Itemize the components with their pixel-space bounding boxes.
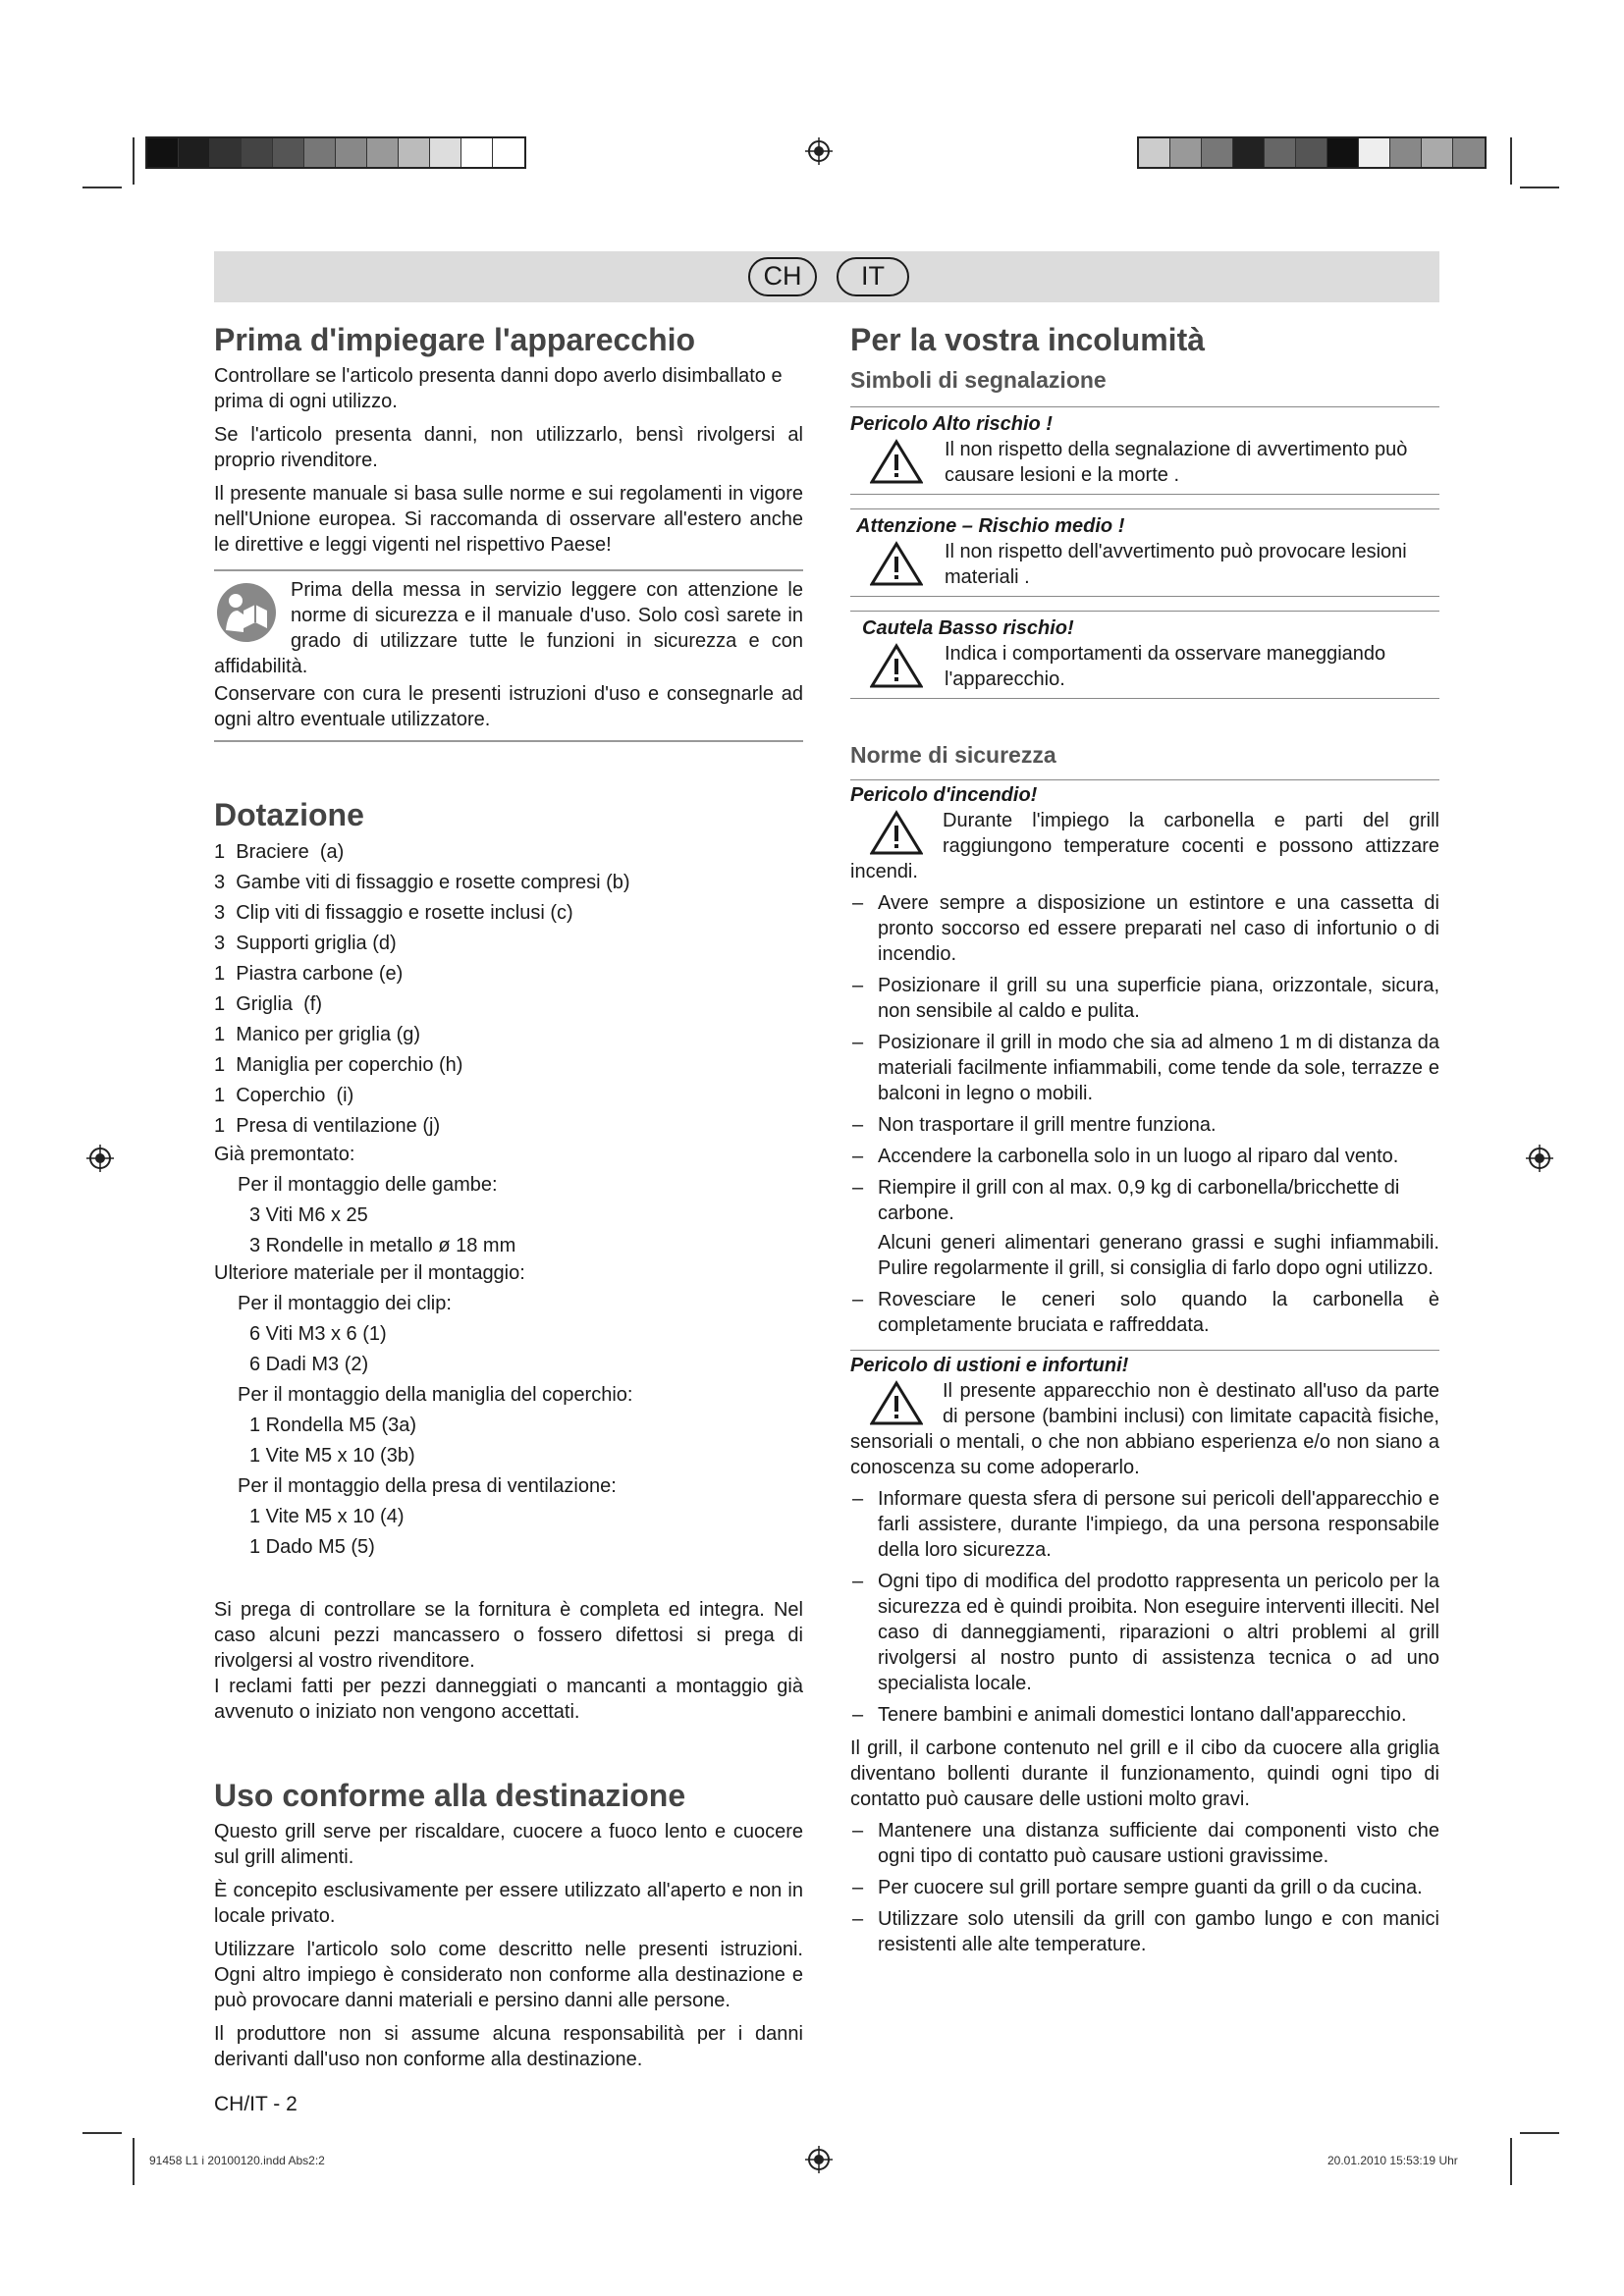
warning-title: Cautela Basso rischio! — [862, 617, 1074, 639]
warning-box-low — [850, 611, 1439, 699]
warning-title: Pericolo Alto rischio ! — [850, 413, 1053, 435]
left-column — [214, 320, 803, 2117]
warning-triangle-icon — [870, 439, 923, 484]
paragraph: I reclami fatti per pezzi danneggiati o mancanti a montaggio già avvenuto o iniziato non vengono accettati. — [214, 1676, 803, 1723]
note-text: Prima della messa in servizio leggere con attenzione le norme di sicurezza e il manuale d'uso. Solo così sarete in grado di utilizzare tutte le funzioni in sicurezza e con affidabilità. — [214, 579, 803, 677]
list-item: 1 Coperchio (i) — [214, 1085, 354, 1106]
list-item: 1 Dado M5 (5) — [249, 1536, 375, 1558]
section-title-uso: Uso conforme alla destinazione — [214, 1778, 686, 1813]
list-item: – Ogni tipo di modifica del prodotto rappresenta un pericolo per la sicurezza ed è quindi proibita. Non eseguire interventi illeciti. Nel caso di danneggiamenti, riparazioni o altri problemi al grill rivolgersi al nostro punto di assistenza tecnica o ad uno specialista locale. — [850, 1569, 1439, 1696]
read-manual-icon — [214, 581, 279, 644]
ustioni-list — [850, 1486, 1439, 1728]
list-item: 1 Braciere (a) — [214, 841, 345, 863]
sub-heading: Per il montaggio delle gambe: — [238, 1174, 498, 1196]
list-item: – Riempire il grill con al max. 0,9 kg di carbonella/bricchette di carbone. — [850, 1175, 1439, 1226]
hazard-intro: Durante l'impiego la carbonella e parti del grill raggiungono temperature cocenti e possono attizzare incendi. — [850, 810, 1439, 882]
paragraph: Il produttore non si assume alcuna responsabilità per i danni derivanti dall'uso non conforme alla destinazione. — [214, 2023, 803, 2070]
paragraph: Il presente manuale si basa sulle norme e sui regolamenti in vigore nell'Unione europea. Si raccomanda di osservare all'estero anche le direttive e leggi vigenti nel rispettivo Paese! — [214, 483, 803, 556]
registration-mark-icon — [805, 2146, 833, 2173]
note-text: Conservare con cura le presenti istruzioni d'uso e consegnarle ad ogni altro eventuale utilizzatore. — [214, 683, 803, 730]
warning-box-high — [850, 406, 1439, 495]
footer-file-info: 91458 L1 i 20100120.indd Abs2:2 — [149, 2154, 325, 2167]
list-item: 3 Clip viti di fissaggio e rosette inclusi (c) — [214, 902, 573, 924]
read-instructions-note — [214, 569, 803, 740]
warning-triangle-icon — [870, 541, 923, 586]
incendio-block — [850, 779, 1439, 1338]
ustioni-list-2 — [850, 1818, 1439, 1957]
sub-heading: Per il montaggio dei clip: — [238, 1293, 452, 1314]
hazard-intro: Il presente apparecchio non è destinato all'uso da parte di persone (bambini inclusi) con limitate capacità fisiche, sensoriali o mentali, o che non abbiano esperienza e/o non siano a conoscenza su come adoperarlo. — [850, 1380, 1439, 1478]
paragraph: Si prega di controllare se la fornitura è completa ed integra. Nel caso alcuni pezzi mancassero o fossero difettosi si prega di rivolgersi al vostro rivenditore. — [214, 1599, 803, 1672]
list-item: – Mantenere una distanza sufficiente dai componenti visto che ogni tipo di contatto può causare ustioni gravissime. — [850, 1818, 1439, 1869]
crop-mark — [1520, 187, 1559, 188]
list-item: – Utilizzare solo utensili da grill con gambo lungo e con manici resistenti alle alte temperature. — [850, 1906, 1439, 1957]
hazard-title: Pericolo d'incendio! — [850, 784, 1038, 806]
list-item: – Accendere la carbonella solo in un luogo al riparo dal vento. — [850, 1144, 1439, 1169]
warning-text: Il non rispetto della segnalazione di avvertimento può causare lesioni e la morte . — [945, 439, 1408, 486]
section-title-incolumita: Per la vostra incolumità — [850, 322, 1206, 357]
crop-mark — [1510, 137, 1512, 185]
list-item: 1 Vite M5 x 10 (4) — [249, 1506, 405, 1527]
list-item: 3 Viti M6 x 25 — [249, 1204, 368, 1226]
section-title-dotazione: Dotazione — [214, 797, 364, 832]
list-item: – Per cuocere sul grill portare sempre guanti da grill o da cucina. — [850, 1875, 1439, 1900]
paragraph: Se l'articolo presenta danni, non utilizzarlo, bensì rivolgersi al proprio rivenditore. — [214, 424, 803, 471]
paragraph: Il grill, il carbone contenuto nel grill e il cibo da cuocere alla griglia diventano bollenti durante il funzionamento, quindi ogni tipo di contatto può causare delle ustioni molto gravi. — [850, 1737, 1439, 1810]
incendio-list-end — [850, 1287, 1439, 1338]
crop-mark — [133, 137, 135, 185]
premontato-label: Già premontato: — [214, 1144, 355, 1165]
list-item: 1 Rondella M5 (3a) — [249, 1415, 417, 1436]
language-badge-it: IT — [837, 257, 909, 296]
warning-triangle-icon — [870, 643, 923, 688]
crop-mark — [1520, 2132, 1559, 2134]
ulteriore-label: Ulteriore materiale per il montaggio: — [214, 1262, 525, 1284]
crop-mark — [1510, 2138, 1512, 2185]
list-item: 3 Supporti griglia (d) — [214, 933, 397, 954]
dotazione-list — [214, 839, 803, 1139]
crop-mark — [133, 2138, 135, 2185]
list-item: 3 Rondelle in metallo ø 18 mm — [249, 1235, 516, 1256]
paragraph: Utilizzare l'articolo solo come descritto nelle presenti istruzioni. Ogni altro impiego è considerato non conforme alla destinazione e può provocare danni materiali e persino danni alle persone. — [214, 1939, 803, 2011]
color-bar-right — [1137, 136, 1487, 169]
list-item: – Non trasportare il grill mentre funziona. — [850, 1112, 1439, 1138]
list-item: – Avere sempre a disposizione un estintore e una cassetta di pronto soccorso ed essere preparati nel caso di infortunio o di incendio. — [850, 890, 1439, 967]
list-item: – Tenere bambini e animali domestici lontano dall'apparecchio. — [850, 1702, 1439, 1728]
list-item: 1 Griglia (f) — [214, 993, 323, 1015]
subsection-title-simboli: Simboli di segnalazione — [850, 367, 1107, 393]
list-item: 1 Presa di ventilazione (j) — [214, 1115, 441, 1137]
list-item: – Informare questa sfera di persone sui pericoli dell'apparecchio e farli assistere, durante l'impiego, da una persona responsabile della loro sicurezza. — [850, 1486, 1439, 1563]
crop-mark — [82, 2132, 122, 2134]
warning-triangle-icon — [870, 1380, 923, 1425]
crop-mark — [82, 187, 122, 188]
list-item: 6 Viti M3 x 6 (1) — [249, 1323, 387, 1345]
section-title-prima: Prima d'impiegare l'apparecchio — [214, 322, 696, 357]
divider — [214, 740, 803, 742]
warning-box-medium — [850, 508, 1439, 597]
incendio-list — [850, 890, 1439, 1226]
subsection-title-norme: Norme di sicurezza — [850, 742, 1056, 768]
language-badge-ch: CH — [748, 257, 817, 296]
registration-mark-icon — [805, 137, 833, 165]
list-item: 1 Maniglia per coperchio (h) — [214, 1054, 463, 1076]
list-item: 1 Vite M5 x 10 (3b) — [249, 1445, 415, 1467]
list-item: – Posizionare il grill su una superficie piana, orizzontale, sicura, non sensibile al caldo e pulita. — [850, 973, 1439, 1024]
footer-timestamp: 20.01.2010 15:53:19 Uhr — [1327, 2154, 1458, 2167]
paragraph: Alcuni generi alimentari generano grassi e sughi infiammabili. Pulire regolarmente il grill, si consiglia di farlo dopo ogni utilizzo. — [878, 1232, 1439, 1279]
paragraph: Controllare se l'articolo presenta danni dopo averlo disimballato e prima di ogni utilizzo. — [214, 365, 783, 412]
right-column — [850, 320, 1439, 1957]
ustioni-block — [850, 1350, 1439, 1957]
warning-triangle-icon — [870, 810, 923, 855]
paragraph: È concepito esclusivamente per essere utilizzato all'aperto e non in locale privato. — [214, 1880, 803, 1927]
color-bar-left — [145, 136, 526, 169]
paragraph: Questo grill serve per riscaldare, cuocere a fuoco lento e cuocere sul grill alimenti. — [214, 1821, 803, 1868]
list-item: 1 Manico per griglia (g) — [214, 1024, 421, 1045]
sub-heading: Per il montaggio della maniglia del coperchio: — [238, 1384, 633, 1406]
warning-text: Indica i comportamenti da osservare maneggiando l'apparecchio. — [945, 643, 1386, 690]
list-item: 3 Gambe viti di fissaggio e rosette compresi (b) — [214, 872, 630, 893]
warning-title: Attenzione – Rischio medio ! — [856, 515, 1125, 537]
page-number: CH/IT - 2 — [214, 2093, 298, 2115]
registration-mark-icon — [86, 1145, 114, 1172]
list-item: – Rovesciare le ceneri solo quando la carbonella è completamente bruciata e raffreddata. — [850, 1287, 1439, 1338]
hazard-title: Pericolo di ustioni e infortuni! — [850, 1355, 1129, 1376]
list-item: 1 Piastra carbone (e) — [214, 963, 404, 985]
list-item: – Posizionare il grill in modo che sia ad almeno 1 m di distanza da materiali facilmente infiammabili, come tende da sole, terrazze e balconi in legno o mobili. — [850, 1030, 1439, 1106]
sub-heading: Per il montaggio della presa di ventilazione: — [238, 1475, 617, 1497]
registration-mark-icon — [1526, 1145, 1553, 1172]
language-band — [214, 251, 1439, 302]
warning-text: Il non rispetto dell'avvertimento può provocare lesioni materiali . — [945, 541, 1407, 588]
list-item: 6 Dadi M3 (2) — [249, 1354, 369, 1375]
